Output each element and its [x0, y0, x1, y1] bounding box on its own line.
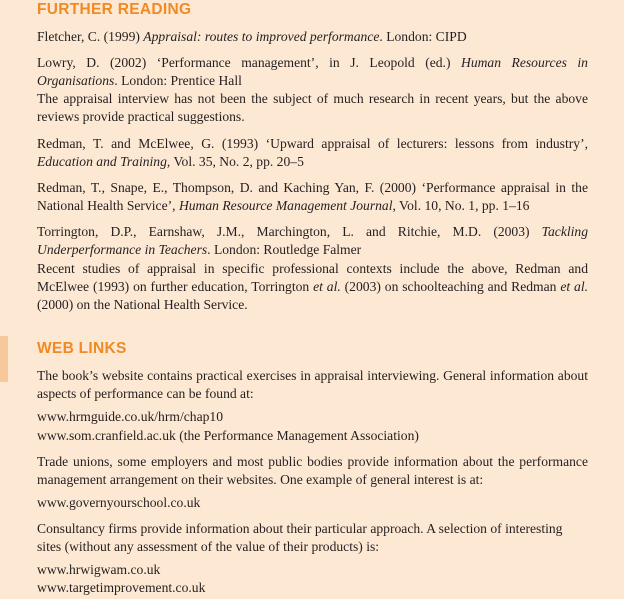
reference-note: The appraisal interview has not been the subject of much research in recent years, but the above reviews provide practical suggestions.	[37, 91, 588, 124]
recent-studies-note: Recent studies of appraisal in specific professional contexts include the above, Redman and McElwee (1993) on further education, Torrington et al. (2003) on schoolteaching and Redman et al. (2000) on the National Health Service.	[37, 261, 589, 312]
link-governyourschool[interactable]: www.governyourschool.co.uk	[37, 495, 201, 510]
link-cranfield[interactable]: www.som.cranfield.ac.uk (the Performance Management Association)	[37, 428, 419, 443]
side-tab	[0, 336, 8, 382]
reference-fletcher: Fletcher, C. (1999) Appraisal: routes to improved performance. London: CIPD	[37, 29, 467, 44]
web-links-intro: The book’s website contains practical exercises in appraisal interviewing. General information about aspects of performance can be found at:	[37, 368, 588, 401]
consultancy-text: Consultancy firms provide information about their particular approach. A selection of interesting sites (without any assessment of the value of their products) is:	[37, 521, 563, 554]
reference-redman-mcelwee: Redman, T. and McElwee, G. (1993) ‘Upward appraisal of lecturers: lessons from industry’, Education and Training, Vol. 35, No. 2, pp. 20–5	[37, 136, 588, 169]
link-hrmguide[interactable]: www.hrmguide.co.uk/hrm/chap10	[37, 409, 223, 424]
link-targetimprovement[interactable]: www.targetimprovement.co.uk	[37, 580, 206, 595]
reference-torrington: Torrington, D.P., Earnshaw, J.M., Marchington, L. and Ritchie, M.D. (2003) Tackling Underperformance in Teachers. London: Routledge Falmer	[37, 224, 588, 257]
further-reading-heading: FURTHER READING	[37, 1, 192, 18]
trade-unions-text: Trade unions, some employers and most public bodies provide information about the performance management arrangement on their websites. One example of general interest is at:	[37, 454, 588, 487]
link-hrwigwam[interactable]: www.hrwigwam.co.uk	[37, 562, 161, 577]
web-links-heading: WEB LINKS	[37, 340, 127, 357]
reference-redman-snape: Redman, T., Snape, E., Thompson, D. and Kaching Yan, F. (2000) ‘Performance appraisal in the National Health Service’, Human Resource Management Journal, Vol. 10, No. 1, pp. 1–16	[37, 180, 588, 213]
reference-lowry: Lowry, D. (2002) ‘Performance management’, in J. Leopold (ed.) Human Resources in Organisations. London: Prentice Hall	[37, 55, 588, 88]
